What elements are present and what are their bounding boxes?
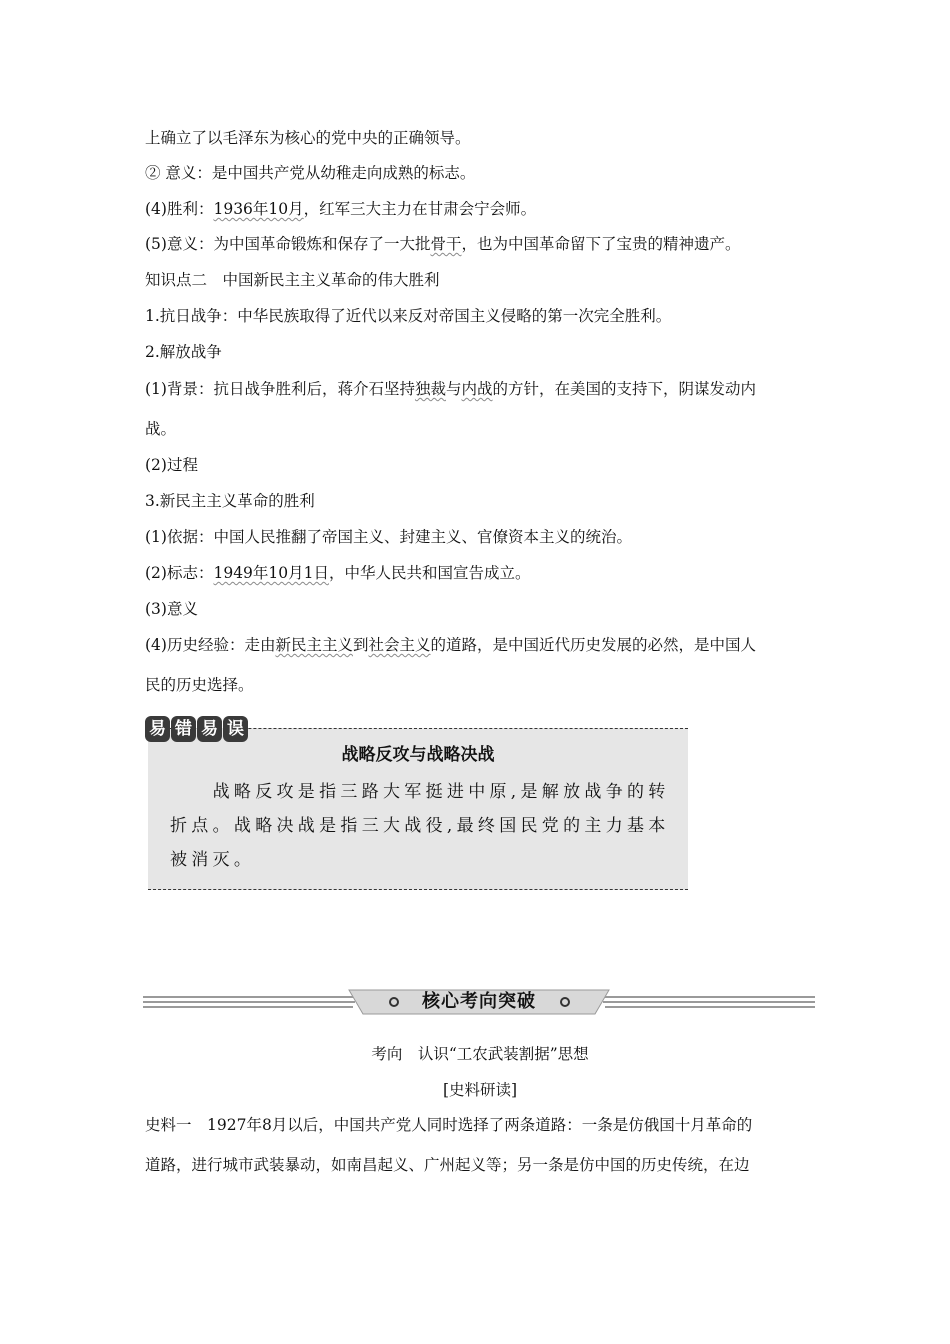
section-heading: 知识点二 中国新民主主义革命的伟大胜利 <box>145 271 440 289</box>
text-span: ，中华人民共和国宣告成立。 <box>329 564 531 582</box>
callout-text-line: 折点。战略决战是指三大战役,最终国民党的主力基本 <box>170 816 670 836</box>
text-line <box>145 563 815 583</box>
text-line <box>145 199 815 219</box>
text-line: 上确立了以毛泽东为核心的党中央的正确领导。 <box>145 129 471 147</box>
section-subheading: [史料研读] <box>442 1081 518 1099</box>
text-span: (5)意义：为中国革命锻炼和保存了一大批 <box>145 235 431 253</box>
text-line: 战。 <box>145 420 177 438</box>
text-line: (1)依据：中国人民推翻了帝国主义、封建主义、官僚资本主义的统治。 <box>145 528 632 546</box>
badge-char: 易 <box>145 716 170 742</box>
text-line: 3.新民主主义革命的胜利 <box>145 492 315 510</box>
emphasis-text: 1936年10月 <box>213 200 304 218</box>
text-span: (4)胜利： <box>145 200 214 218</box>
text-span: (1)背景：抗日战争胜利后，蒋介石坚持 <box>145 380 415 398</box>
callout-text-line: 战略反攻是指三路大军挺进中原,是解放战争的转 <box>170 782 670 802</box>
text-span: (4)历史经验：走由 <box>145 636 276 654</box>
section-heading: 考向 认识“工农武装割据”思想 <box>371 1045 589 1063</box>
text-span: 到 <box>352 636 369 654</box>
text-span: 与 <box>445 380 462 398</box>
callout-box <box>148 728 688 890</box>
text-span: ，也为中国革命留下了宝贵的精神遗产。 <box>461 235 741 253</box>
emphasis-text: 社会主义 <box>368 636 431 654</box>
text-line: 1.抗日战争：中华民族取得了近代以来反对帝国主义侵略的第一次完全胜利。 <box>145 307 672 325</box>
text-line <box>145 379 815 399</box>
text-line: 史料一 1927年8月以后，中国共产党人同时选择了两条道路：一条是仿俄国十月革命的 <box>145 1116 753 1134</box>
section-banner <box>143 988 815 1016</box>
emphasis-text: 内战 <box>461 380 493 398</box>
emphasis-text: 新民主主义 <box>275 636 353 654</box>
text-line: ② 意义：是中国共产党从幼稚走向成熟的标志。 <box>145 164 476 182</box>
callout-title: 战略反攻与战略决战 <box>341 745 495 765</box>
text-line <box>145 635 815 655</box>
text-line: 2.解放战争 <box>145 343 222 361</box>
emphasis-text: 独裁 <box>414 380 446 398</box>
badge-char: 误 <box>223 716 248 742</box>
text-span: 的道路，是中国近代历史发展的必然，是中国人 <box>430 636 757 654</box>
text-line: (3)意义 <box>145 600 198 618</box>
emphasis-text: 1949年10月1日 <box>213 564 329 582</box>
badge-char: 错 <box>171 716 196 742</box>
badge-char: 易 <box>197 716 222 742</box>
text-line <box>145 234 815 254</box>
text-span: ，红军三大主力在甘肃会宁会师。 <box>303 200 537 218</box>
text-line: 民的历史选择。 <box>145 676 254 694</box>
text-span: 的方针，在美国的支持下，阴谋发动内 <box>492 380 757 398</box>
text-line: 道路，进行城市武装暴动，如南昌起义、广州起义等；另一条是仿中国的历史传统，在边 <box>145 1156 750 1174</box>
emphasis-text: 骨干 <box>430 235 462 253</box>
text-span: (2)标志： <box>145 564 214 582</box>
banner-title: 核心考向突破 <box>422 991 536 1012</box>
callout-badge <box>145 716 248 742</box>
callout-text-line: 被消灭。 <box>170 850 256 870</box>
text-line: (2)过程 <box>145 456 198 474</box>
